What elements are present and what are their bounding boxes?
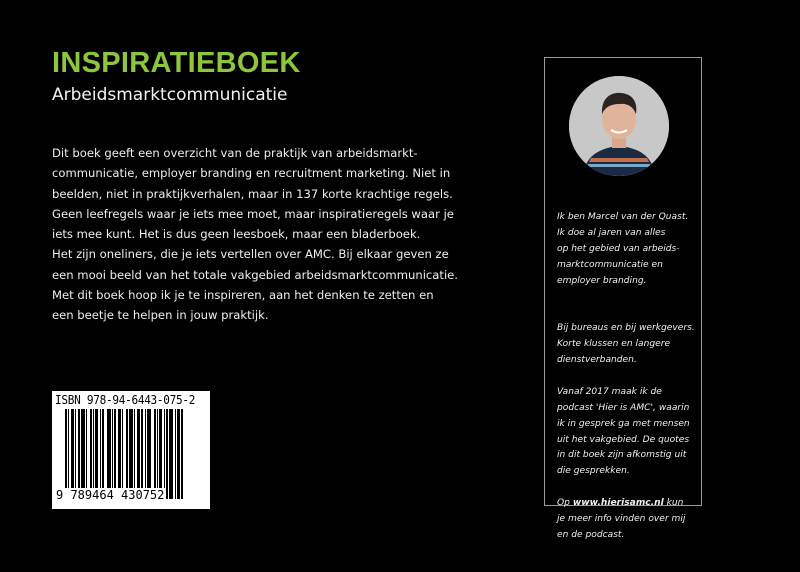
description-line: Met dit boek hoop ik je te inspireren, aan het denken te zetten en xyxy=(52,288,434,303)
book-subtitle: Arbeidsmarktcommunicatie xyxy=(52,85,288,105)
description-line: Het zijn oneliners, die je iets vertellen over AMC. Bij elkaar geven ze xyxy=(52,247,449,262)
description-line: een mooi beeld van het totale vakgebied arbeidsmarktcommunicatie. xyxy=(52,267,458,282)
bio-line: in dit boek zijn afkomstig uit xyxy=(557,450,687,461)
website-link[interactable]: www.hierisamc.nl xyxy=(572,498,664,509)
bio-line: Korte klussen en langere xyxy=(557,339,671,350)
website-line: Op www.hierisamc.nl kun xyxy=(557,498,684,509)
isbn-label: ISBN 978-94-6443-075-2 xyxy=(55,393,196,407)
bio-line: die gesprekken. xyxy=(557,466,630,477)
bio-line: employer branding. xyxy=(557,275,647,286)
author-bio xyxy=(557,194,702,544)
bio-line: Bij bureaus en bij werkgevers. xyxy=(557,323,695,334)
bio-line: ik in gesprek ga met mensen xyxy=(557,418,690,429)
book-title: INSPIRATIEBOEK xyxy=(52,47,301,79)
description-line: communicatie, employer branding en recruitment marketing. Niet in xyxy=(52,166,451,181)
description-line: beelden, niet in praktijkverhalen, maar in 137 korte krachtige regels. xyxy=(52,186,453,201)
description-line: een beetje te helpen in jouw praktijk. xyxy=(52,308,269,323)
barcode-bars-icon xyxy=(65,409,197,499)
bio-line: marktcommunicatie en xyxy=(557,259,663,270)
book-description xyxy=(52,143,492,326)
bio-line: Vanaf 2017 maak ik de xyxy=(557,386,662,397)
isbn-barcode xyxy=(52,391,210,509)
bio-line: Ik ben Marcel van der Quast. xyxy=(557,211,689,222)
barcode-digits: 9 789464 430752 xyxy=(56,488,165,502)
bio-line: op het gebied van arbeids- xyxy=(557,243,680,254)
portrait-icon xyxy=(569,76,669,176)
bio-line: dienstverbanden. xyxy=(557,355,637,366)
description-line: iets mee kunt. Het is dus geen leesboek, maar een bladerboek. xyxy=(52,227,421,242)
description-line: Geen leefregels waar je iets mee moet, maar inspiratieregels waar je xyxy=(52,206,454,221)
bio-line: en de podcast. xyxy=(557,529,625,540)
bio-line: je meer info vinden over mij xyxy=(557,514,686,525)
author-photo xyxy=(569,76,669,176)
bio-line: uit het vakgebied. De quotes xyxy=(557,434,690,445)
description-line: Dit boek geeft een overzicht van de praktijk van arbeidsmarkt- xyxy=(52,146,418,160)
author-panel xyxy=(544,57,702,540)
bio-line: podcast 'Hier is AMC', waarin xyxy=(557,402,690,413)
bio-line: Ik doe al jaren van alles xyxy=(557,227,666,238)
